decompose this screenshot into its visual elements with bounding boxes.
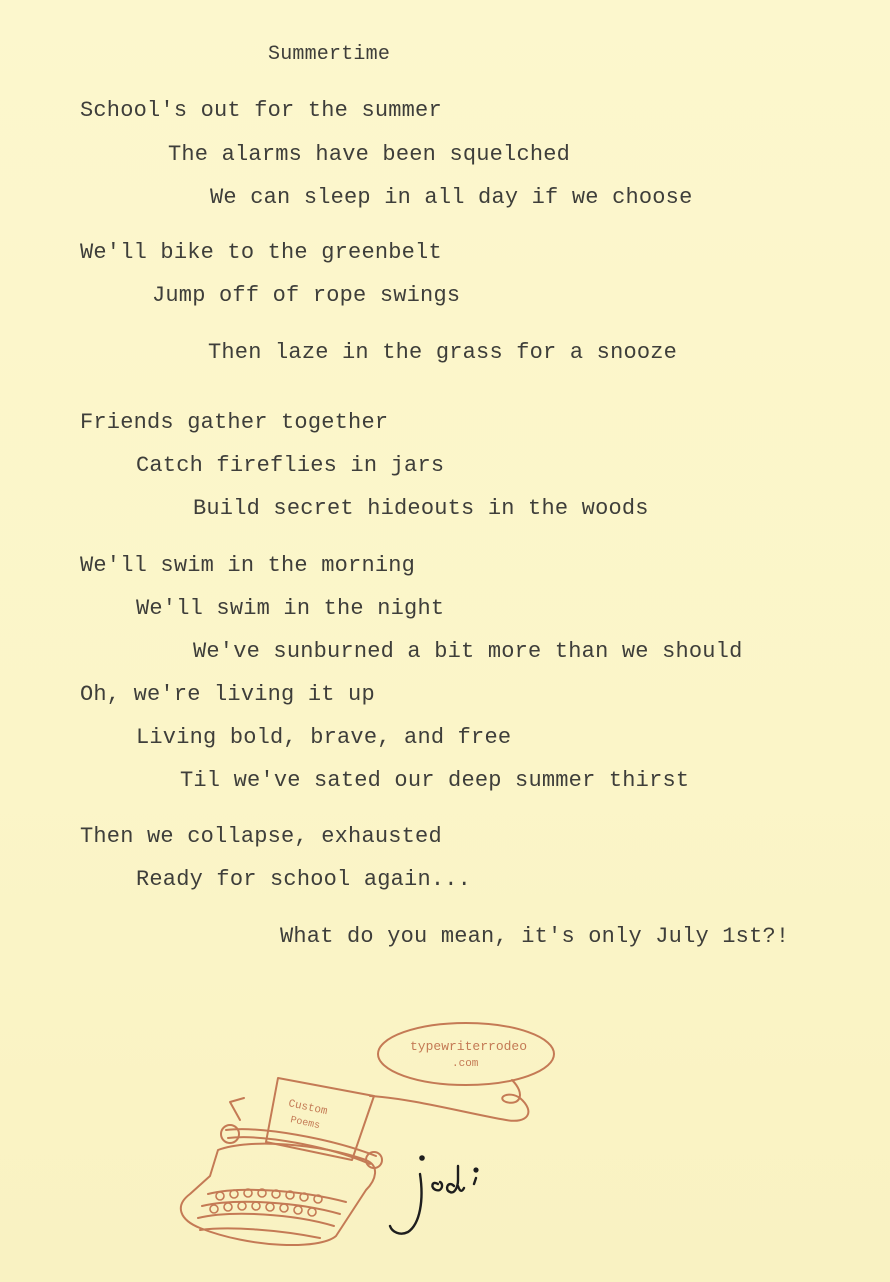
poem-line: The alarms have been squelched	[168, 142, 571, 167]
typewriter-rodeo-stamp	[170, 1010, 570, 1260]
poem-line: Catch fireflies in jars	[136, 453, 445, 478]
poem-line: We'll swim in the night	[136, 596, 445, 621]
poem-line: Oh, we're living it up	[80, 682, 375, 707]
poem-title: Summertime	[268, 43, 391, 66]
poem-line: Build secret hideouts in the woods	[193, 496, 649, 521]
stamp-bubble-domain: .com	[452, 1058, 479, 1070]
poem-line: We can sleep in all day if we choose	[210, 185, 693, 210]
poem-line: Ready for school again...	[136, 867, 472, 892]
stamp-paper-text: Poems	[289, 1115, 321, 1133]
poem-line: Then laze in the grass for a snooze	[208, 340, 678, 365]
poem-line: Living bold, brave, and free	[136, 725, 512, 750]
poem-line: We've sunburned a bit more than we should	[193, 639, 743, 664]
poem-line: Friends gather together	[80, 410, 389, 435]
poem-line: School's out for the summer	[80, 98, 442, 123]
stamp-paper-text: Custom	[287, 1098, 329, 1119]
poem-line: Jump off of rope swings	[152, 283, 461, 308]
poem-line: We'll swim in the morning	[80, 553, 416, 578]
speech-bubble-icon	[378, 1023, 554, 1085]
handwritten-signature	[380, 1140, 490, 1240]
poem-line: We'll bike to the greenbelt	[80, 240, 442, 265]
poem-line: Til we've sated our deep summer thirst	[180, 768, 690, 793]
poem-line: Then we collapse, exhausted	[80, 824, 442, 849]
poem-line: What do you mean, it's only July 1st?!	[280, 924, 790, 949]
stamp-bubble-text: typewriterrodeo	[410, 1039, 528, 1054]
